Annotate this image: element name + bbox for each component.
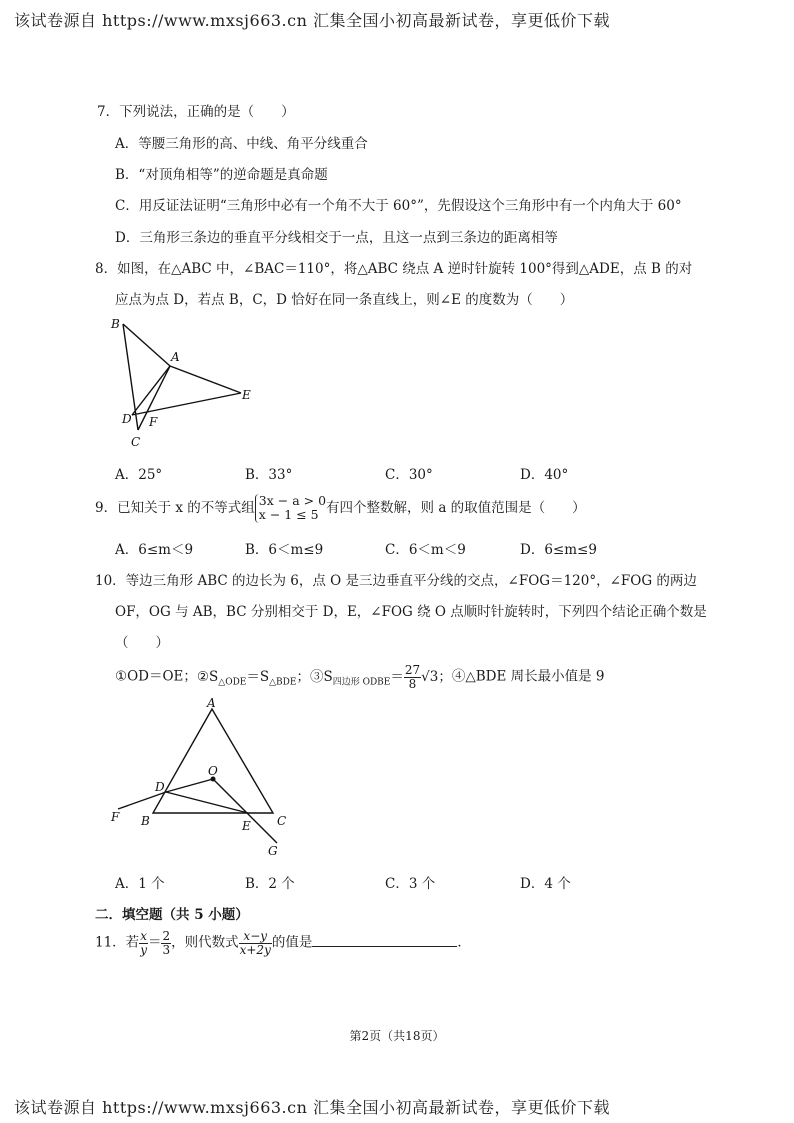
segment-de xyxy=(132,393,241,415)
q11-f1-num: x xyxy=(140,929,147,943)
label-f: F xyxy=(149,415,158,429)
q9-option-a: A．6≤m＜9 xyxy=(115,542,194,558)
label-a: A xyxy=(171,350,180,364)
label-b: B xyxy=(111,317,120,331)
q10-stem-line3: （ ） xyxy=(115,635,169,651)
q8-stem-line2: 应点为点 D，若点 B，C，D 恰好在同一条直线上，则∠E 的度数为（ ） xyxy=(115,292,574,308)
q9-stem-pre: 9．已知关于 x 的不等式组 xyxy=(95,499,255,516)
label-g: G xyxy=(268,844,278,858)
q9-option-b: B．6＜m≤9 xyxy=(245,542,324,558)
q11-post: 的值是 xyxy=(271,934,313,951)
segment-og xyxy=(213,779,277,843)
label-b: B xyxy=(141,814,150,828)
watermark-top: 该试卷源自 https://www.mxsj663.cn 汇集全国小初高最新试卷，享更低价下载 xyxy=(14,11,610,30)
q9-option-d: D．6≤m≤9 xyxy=(520,542,597,558)
q9-inequality-2: x − 1 ≤ 5 xyxy=(258,507,319,523)
q7-option-c: C．用反证法证明“三角形中必有一个角不大于 60°”，先假设这个三角形中有一个内角大于 60° xyxy=(115,198,682,214)
q10-c3-sub: 四边形 ODBE xyxy=(332,677,391,688)
q7-option-a: A．等腰三角形的高、中线、角平分线重合 xyxy=(115,136,368,152)
q10-option-c: C．3 个 xyxy=(385,876,436,892)
q10-conclusions xyxy=(115,664,604,690)
watermark-bottom: 该试卷源自 https://www.mxsj663.cn 汇集全国小初高最新试卷，享更低价下载 xyxy=(14,1098,610,1117)
q9-inequality-1: 3x − a > 0 xyxy=(258,493,327,508)
q9-option-c: C．6＜m＜9 xyxy=(385,542,466,558)
q8-stem-line1: 8．如图，在△ABC 中，∠BAC＝110°，将△ABC 绕点 A 逆时针旋转 100°得到△ADE，点 B 的对 xyxy=(95,261,693,277)
label-a: A xyxy=(207,696,216,710)
segment-ba xyxy=(123,324,170,366)
q11-pre: 11．若 xyxy=(95,934,140,951)
q8-option-a: A．25° xyxy=(115,467,163,483)
q9-inequality-system xyxy=(255,494,326,523)
q10-c3-s: ③S xyxy=(309,668,333,685)
q8-option-b: B．33° xyxy=(245,467,293,483)
q11-answer-blank[interactable] xyxy=(312,934,457,947)
q10-c2-end: ； xyxy=(296,668,310,685)
q10-figure xyxy=(105,695,295,860)
q11-f2-den: 3 xyxy=(162,942,171,957)
q10-c3-end: √3； xyxy=(421,668,452,685)
triangle-abc xyxy=(153,709,273,813)
q11-end: ． xyxy=(457,934,471,951)
q11-fraction-expression xyxy=(239,930,272,956)
q10-c3-den: 8 xyxy=(408,676,417,691)
q10-conclusion-4: ④△BDE 周长最小值是 9 xyxy=(451,668,605,685)
label-o: O xyxy=(208,764,218,778)
q10-stem-line1: 10．等边三角形 ABC 的边长为 6，点 O 是三边垂直平分线的交点，∠FOG＝120°，∠FOG 的两边 xyxy=(95,573,697,589)
label-d: D xyxy=(122,412,132,426)
q11-fraction-two-thirds xyxy=(161,930,171,956)
q10-c2-s2: ＝S xyxy=(246,668,270,685)
segment-ad xyxy=(132,366,170,415)
label-c: C xyxy=(131,435,141,449)
q11-stem xyxy=(95,930,471,956)
section-heading-fill-in: 二．填空题（共 5 小题） xyxy=(95,907,249,923)
q8-option-c: C．30° xyxy=(385,467,433,483)
q10-option-b: B．2 个 xyxy=(245,876,295,892)
q10-option-a: A．1 个 xyxy=(115,876,165,892)
q11-f3-den: x+2y xyxy=(239,942,271,957)
q10-conclusion-2 xyxy=(196,668,310,688)
q8-figure xyxy=(105,312,265,452)
q11-f1-den: y xyxy=(140,942,147,957)
label-d: D xyxy=(155,780,165,794)
q10-conclusion-1: ①OD＝OE； xyxy=(115,668,197,685)
q10-c2-sub1: △ODE xyxy=(218,677,247,688)
q10-c3-fraction xyxy=(404,664,421,690)
q7-stem: 7．下列说法，正确的是（ ） xyxy=(97,104,295,120)
label-e: E xyxy=(242,388,251,402)
q10-c3-eq: ＝ xyxy=(390,668,404,685)
q7-option-d: D．三角形三条边的垂直平分线相交于一点，且这一点到三条边的距离相等 xyxy=(115,230,558,246)
segment-fd xyxy=(118,792,166,809)
q10-conclusion-3 xyxy=(309,663,452,691)
q9-stem-post: 有四个整数解，则 a 的取值范围是（ ） xyxy=(326,499,586,516)
label-e: E xyxy=(242,819,251,833)
label-c: C xyxy=(277,814,287,828)
q8-option-d: D．40° xyxy=(520,467,569,483)
q10-c3-num: 27 xyxy=(404,663,421,677)
q11-equals: ＝ xyxy=(147,934,162,951)
page-footer: 第2页（共18页） xyxy=(349,1029,445,1043)
label-f: F xyxy=(111,810,120,824)
q10-c2-sub2: △BDE xyxy=(269,677,297,688)
q10-stem-line2: OF，OG 与 AB，BC 分别相交于 D，E，∠FOG 绕 O 点顺时针旋转时，下列四个结论正确个数是 xyxy=(115,604,707,620)
segment-ae xyxy=(170,366,241,393)
q9-stem xyxy=(95,494,586,523)
segment-do xyxy=(166,779,213,792)
q11-mid: ，则代数式 xyxy=(171,934,239,951)
q11-f2-num: 2 xyxy=(162,929,171,943)
q10-c2-s1: ②S xyxy=(196,668,219,685)
q11-fraction-x-over-y xyxy=(139,930,148,956)
q7-option-b: B．“对顶角相等”的逆命题是真命题 xyxy=(115,167,328,183)
q10-option-d: D．4 个 xyxy=(520,876,571,892)
q11-f3-num: x−y xyxy=(239,930,272,944)
